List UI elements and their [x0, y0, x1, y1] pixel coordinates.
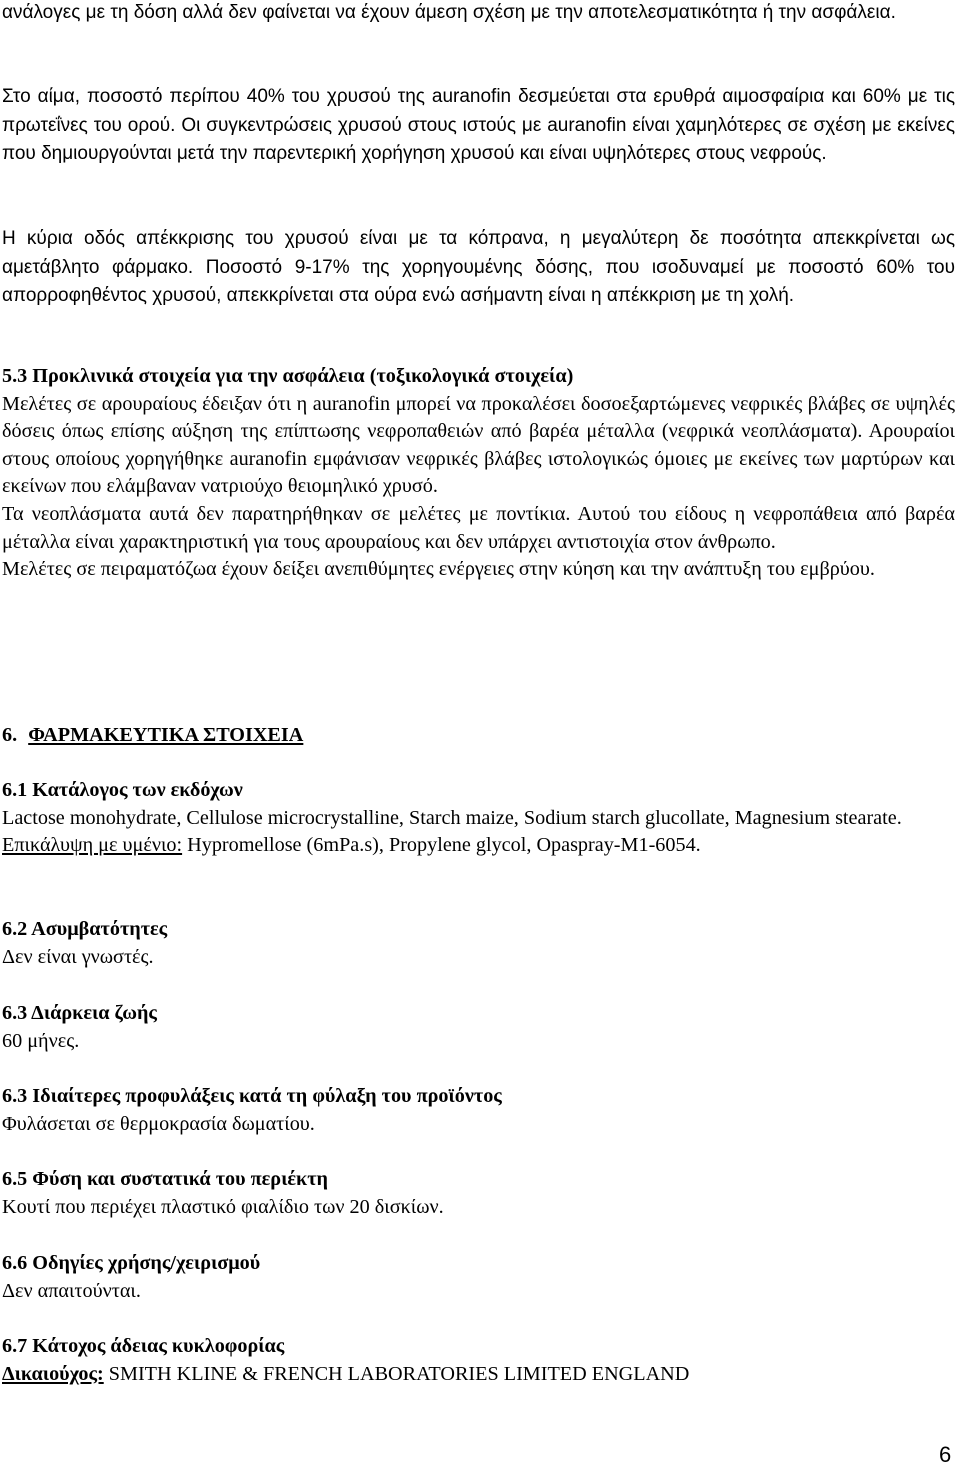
excipients-list: Lactose monohydrate, Cellulose microcrystalline, Starch maize, Sodium starch glucollate, Magnesium stearate.: [2, 806, 902, 829]
coating-text: Hypromellose (6mPa.s), Propylene glycol, Opaspray-M1-6054.: [187, 834, 701, 857]
section-6-3-storage: [2, 1083, 955, 1138]
section-6-5: [2, 1166, 955, 1221]
section-6-3-shelf-life-text: 60 μήνες.: [2, 1029, 80, 1052]
section-6-5-text: Κουτί που περιέχει πλαστικό φιαλίδιο των 20 δισκίων.: [2, 1195, 444, 1218]
section-6-1-heading: 6.1 Κατάλογος των εκδόχων: [2, 779, 243, 801]
section-6-6-heading: 6.6 Οδηγίες χρήσης/χειρισμού: [2, 1252, 261, 1274]
section-6-3-storage-text: Φυλάσεται σε θερμοκρασία δωματίου.: [2, 1112, 315, 1135]
intro-paragraph-excretion: Η κύρια οδός απέκκρισης του χρυσού είναι με τα κόπρανα, η μεγαλύτερη δε ποσότητα απεκκρίνεται ως αμετάβλητο φάρμακο. Ποσοστό 9-17% της χορηγουμένης δόσης, που ισοδυναμεί με ποσοστό 60% του απορροφηθέντος χρυσού, απεκκρίνεται στα ούρα ενώ ασήμαντη είναι η απέκκριση με τη χολή.: [2, 228, 955, 306]
section-6-2-text: Δεν είναι γνωστές.: [2, 945, 154, 968]
holder-label: Δικαιούχος:: [2, 1362, 104, 1385]
intro-paragraph-continued: ανάλογες με τη δόση αλλά δεν φαίνεται να έχουν άμεση σχέση με την αποτελεσματικότητα ή την ασφάλεια.: [2, 2, 896, 23]
holder-line: [2, 1361, 955, 1389]
section-6-number: 6.: [2, 724, 18, 746]
section-5-3-paragraph-1: Μελέτες σε αρουραίους έδειξαν ότι η auranofin μπορεί να προκαλέσει δοσοεξαρτώμενες νεφρικές βλάβες σε υψηλές δόσεις όπως επίσης αύξηση της επίπτωσης νεφροπαθειών από βαρέα μέταλλα (νεφρικά νεοπλάσματα). Αρουραίοι στους οποίους χορηγήθηκε auranofin εμφάνισαν νεφρικές βλάβες ιστολογικώς όμοιες με εκείνες των μαρτύρων και εκείνων που ελάμβαναν νατριούχο θειομηλικό χρυσό.: [2, 392, 955, 498]
section-6-5-heading: 6.5 Φύση και συστατικά του περιέκτη: [2, 1168, 328, 1190]
section-6-7: [2, 1333, 955, 1388]
holder-text: SMITH KLINE & FRENCH LABORATORIES LIMITED ENGLAND: [108, 1362, 690, 1385]
section-6-heading: [2, 722, 955, 750]
section-6-3-shelf-life-heading: 6.3 Διάρκεια ζωής: [2, 1002, 157, 1024]
section-6-3-storage-heading: 6.3 Ιδιαίτερες προφυλάξεις κατά τη φύλαξη του προϊόντος: [2, 1085, 502, 1107]
section-5-3-paragraph-3: Μελέτες σε πειραματόζωα έχουν δείξει ανεπιθύμητες ενέργειες στην κύηση και την ανάπτυξη του εμβρύου.: [2, 558, 875, 581]
intro-paragraph-blood: Στο αίμα, ποσοστό περίπου 40% του χρυσού της auranofin δεσμεύεται στα ερυθρά αιμοσφαίρια και 60% με τις πρωτεΐνες του ορού. Οι συγκεντρώσεις χρυσού στους ιστούς με auranofin είναι χαμηλότερες σε σχέση με εκείνες που δημιουργούνται μετά την παρεντερική χορήγηση χρυσού και είναι υψηλότερες στους νεφρούς.: [2, 86, 955, 164]
page-number: 6: [939, 1442, 952, 1467]
section-6-2-heading: 6.2 Ασυμβατότητες: [2, 918, 168, 940]
coating-label: Επικάλυψη με υμένιο:: [2, 834, 183, 857]
section-5-3-paragraph-2: Τα νεοπλάσματα αυτά δεν παρατηρήθηκαν σε μελέτες με ποντίκια. Αυτού του είδους η νεφροπάθεια από βαρέα μέταλλα είναι χαρακτηριστική για τους αρουραίους και δεν υπάρχει αντιστοιχία στον άνθρωπο.: [2, 502, 955, 553]
section-5-3-heading: 5.3 Προκλινικά στοιχεία για την ασφάλεια (τοξικολογικά στοιχεία): [2, 365, 574, 387]
section-6-3-shelf-life: [2, 1000, 955, 1055]
section-6-6-text: Δεν απαιτούνται.: [2, 1279, 141, 1302]
section-6-2: [2, 916, 955, 971]
coating-line: [2, 832, 955, 860]
section-6-title: ΦΑΡΜΑΚΕΥΤΙΚΑ ΣΤΟΙΧΕΙΑ: [28, 724, 304, 746]
section-6-6: [2, 1250, 955, 1305]
section-6-1: [2, 777, 955, 860]
section-6-7-heading: 6.7 Κάτοχος άδειας κυκλοφορίας: [2, 1335, 285, 1357]
section-5-3: [2, 363, 955, 584]
